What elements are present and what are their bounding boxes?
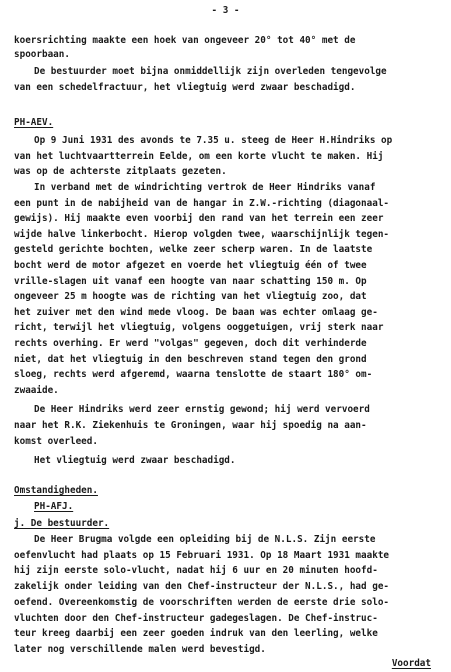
text-line: teur kreeg daarbij een zeer goeden indruk van den leerling, welke — [14, 628, 378, 639]
text-line: niet, dat het vliegtuig in den beschreven stand tegen den grond — [14, 354, 367, 365]
text-line: later nog verschillende malen werd bevestigd. — [14, 644, 266, 655]
text-line: van het luchtvaartterrein Eelde, om een korte vlucht te maken. Hij — [14, 151, 384, 162]
text-line: naar het R.K. Ziekenhuis te Groningen, waar hij spoedig na aan- — [14, 420, 367, 431]
text-line: zakelijk onder leiding van den Chef-instructeur der N.L.S., had ge- — [14, 581, 390, 592]
text-line: hij zijn eerste solo-vlucht, nadat hij 6 uur en 20 minuten hoofd- — [14, 565, 378, 576]
text-line: Op 9 Juni 1931 des avonds te 7.35 u. steeg de Heer H.Hindriks op — [34, 135, 393, 146]
text-line: vrille-slagen uit vanaf een hoogte van naar schatting 150 m. Op — [14, 276, 367, 287]
section-heading: PH-AEV. — [14, 117, 54, 128]
text-line: rechts overhing. Er werd "volgas" gegeven, doch dit verhinderde — [14, 338, 367, 349]
text-line: gesteld gerichte bochten, welke zeer scherp waren. In de laatste — [14, 244, 373, 255]
text-line: wijde halve linkerbocht. Hierop volgden twee, waarschijnlijk tegen- — [14, 229, 390, 240]
section-heading: j. De bestuurder. — [14, 518, 110, 529]
catchword: Voordat — [391, 658, 431, 669]
text-line: zwaaide. — [14, 385, 59, 396]
text-line: De Heer Brugma volgde een opleiding bij de N.L.S. Zijn eerste — [34, 534, 376, 545]
text-line: bocht werd de motor afgezet en voerde het vliegtuig één of twee — [14, 260, 367, 271]
section-heading: PH-AFJ. — [34, 501, 74, 512]
page-number: - 3 - — [211, 5, 240, 16]
text-line: was op de achterste zitplaats gezeten. — [14, 166, 227, 177]
text-line: spoorbaan. — [14, 49, 70, 60]
text-line: een punt in de nabijheid van de hangar in Z.W.-richting (diagonaal- — [14, 198, 390, 209]
text-line: richt, terwijl het vliegtuig, volgens ooggetuigen, vrij sterk naar — [14, 322, 384, 333]
text-line: ongeveer 25 m hoogte was de richting van het vliegtuig zoo, dat — [14, 291, 367, 302]
text-line: oefenvlucht had plaats op 15 Februari 1931. Op 18 Maart 1931 maakte — [14, 550, 390, 561]
text-line: gewijs). Hij maakte even voorbij den rand van het terrein een zeer — [14, 213, 384, 224]
text-line: komst overleed. — [14, 436, 98, 447]
text-line: koersrichting maakte een hoek van ongeveer 20° tot 40° met de — [14, 35, 356, 46]
text-line: In verband met de windrichting vertrok de Heer Hindriks vanaf — [34, 182, 376, 193]
text-line: oefend. Overeenkomstig de voorschriften werden de eerste drie solo- — [14, 597, 390, 608]
text-line: sloeg, rechts werd afgeremd, waarna tenslotte de staart 180° om- — [14, 369, 373, 380]
text-line: vluchten door den Chef-instructeur gadegeslagen. De Chef-instruc- — [14, 613, 378, 624]
text-line: De bestuurder moet bijna onmiddellijk zijn overleden tengevolge — [34, 66, 387, 77]
text-line: Het vliegtuig werd zwaar beschadigd. — [34, 455, 236, 466]
text-line: De Heer Hindriks werd zeer ernstig gewond; hij werd vervoerd — [34, 404, 370, 415]
text-line: van een schedelfractuur, het vliegtuig werd zwaar beschadigd. — [14, 82, 356, 93]
section-heading: Omstandigheden. — [14, 485, 98, 496]
text-line: het zuiver met den wind mede vloog. De baan was echter omlaag ge- — [14, 307, 378, 318]
